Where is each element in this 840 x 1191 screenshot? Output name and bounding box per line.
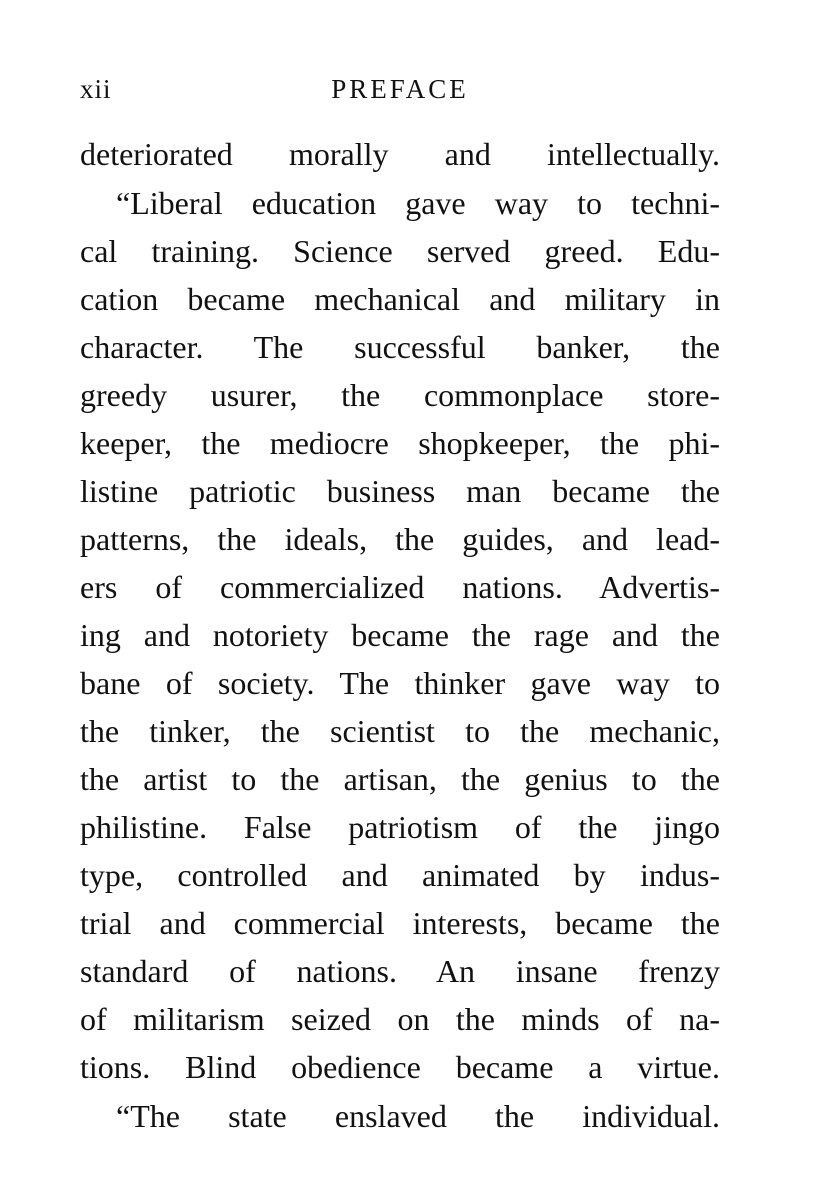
text-line: the tinker, the scientist to the mechanic, bbox=[80, 713, 720, 749]
text-line: trial and commercial interests, became the bbox=[80, 905, 720, 941]
text-line: type, controlled and animated by indus- bbox=[80, 857, 720, 893]
text-line: patterns, the ideals, the guides, and lead- bbox=[80, 521, 720, 557]
text-line: ing and notoriety became the rage and the bbox=[80, 617, 720, 653]
text-line: “Liberal education gave way to techni- bbox=[116, 185, 720, 221]
text-line: keeper, the mediocre shopkeeper, the phi- bbox=[80, 425, 720, 461]
text-line: ers of commercialized nations. Advertis- bbox=[80, 569, 720, 605]
running-head bbox=[80, 70, 720, 110]
text-line: character. The successful banker, the bbox=[80, 329, 720, 365]
text-line: listine patriotic business man became the bbox=[80, 473, 720, 509]
text-line: deteriorated morally and intellectually. bbox=[80, 136, 720, 172]
text-line: standard of nations. An insane frenzy bbox=[80, 953, 720, 989]
body-text bbox=[80, 130, 720, 1140]
text-line: of militarism seized on the minds of na- bbox=[80, 1001, 720, 1037]
text-line: the artist to the artisan, the genius to the bbox=[80, 761, 720, 797]
text-line: greedy usurer, the commonplace store- bbox=[80, 377, 720, 413]
text-line: bane of society. The thinker gave way to bbox=[80, 665, 720, 701]
text-line: philistine. False patriotism of the jingo bbox=[80, 809, 720, 845]
running-title: PREFACE bbox=[331, 74, 469, 104]
text-line: tions. Blind obedience became a virtue. bbox=[80, 1049, 720, 1085]
text-line: cal training. Science served greed. Edu- bbox=[80, 233, 720, 269]
book-page bbox=[80, 70, 720, 1140]
page-number: xii bbox=[80, 74, 112, 104]
text-line: “The state enslaved the individual. bbox=[116, 1098, 720, 1134]
text-line: cation became mechanical and military in bbox=[80, 281, 720, 317]
